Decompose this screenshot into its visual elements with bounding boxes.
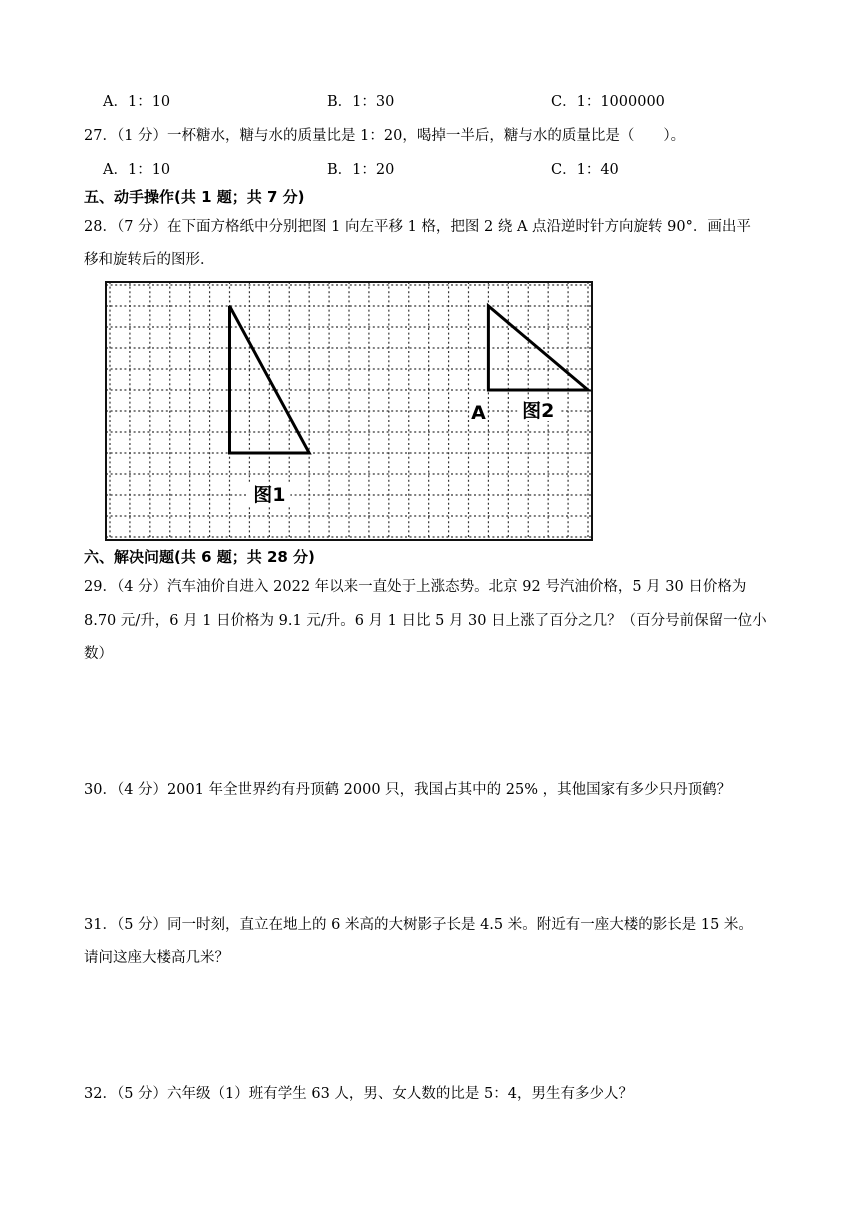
q26-option-b: B．1：30 [327, 94, 395, 110]
q29-text-line3: 数） [84, 646, 113, 662]
q29-text-line2: 8.70 元/升，6 月 1 日价格为 9.1 元/升。6 月 1 日比 5 月 30 日上涨了百分之几？（百分号前保留一位小 [84, 613, 767, 629]
q27-option-b: B．1：20 [327, 162, 395, 178]
q27-text: 27．（1 分）一杯糖水，糖与水的质量比是 1：20，喝掉一半后，糖与水的质量比是（ ）。 [84, 128, 686, 144]
point-a-label: A [471, 402, 486, 425]
q30-text: 30．（4 分）2001 年全世界约有丹顶鹤 2000 只，我国占其中的 25% ，其他国家有多少只丹顶鹤？ [84, 782, 732, 798]
figure-1-label: 图1 [253, 484, 286, 506]
section-6-title: 六、解决问题(共 6 题；共 28 分) [84, 548, 315, 566]
q28-text-line1: 28．（7 分）在下面方格纸中分别把图 1 向左平移 1 格，把图 2 绕 A 点沿逆时针方向旋转 90°．画出平 [84, 219, 751, 235]
q28-text-line2: 移和旋转后的图形． [84, 252, 215, 268]
figure-2-label: 图2 [522, 400, 555, 422]
q31-text-line1: 31．（5 分）同一时刻，直立在地上的 6 米高的大树影子长是 4.5 米。附近有一座大楼的影长是 15 米。 [84, 917, 753, 933]
q26-option-c: C．1：1000000 [551, 94, 665, 110]
section-5-title: 五、动手操作(共 1 题；共 7 分) [84, 188, 305, 206]
q27-option-a: A．1：10 [103, 162, 171, 178]
q31-text-line2: 请问这座大楼高几米？ [84, 950, 229, 966]
q32-text: 32．（5 分）六年级（1）班有学生 63 人，男、女人数的比是 5：4，男生有多少人？ [84, 1086, 633, 1102]
q26-option-a: A．1：10 [103, 94, 171, 110]
grid-figure [104, 280, 594, 542]
q27-option-c: C．1：40 [551, 162, 619, 178]
grid-paper [104, 280, 594, 542]
q29-text-line1: 29．（4 分）汽车油价自进入 2022 年以来一直处于上涨态势。北京 92 号汽油价格，5 月 30 日价格为 [84, 579, 747, 595]
